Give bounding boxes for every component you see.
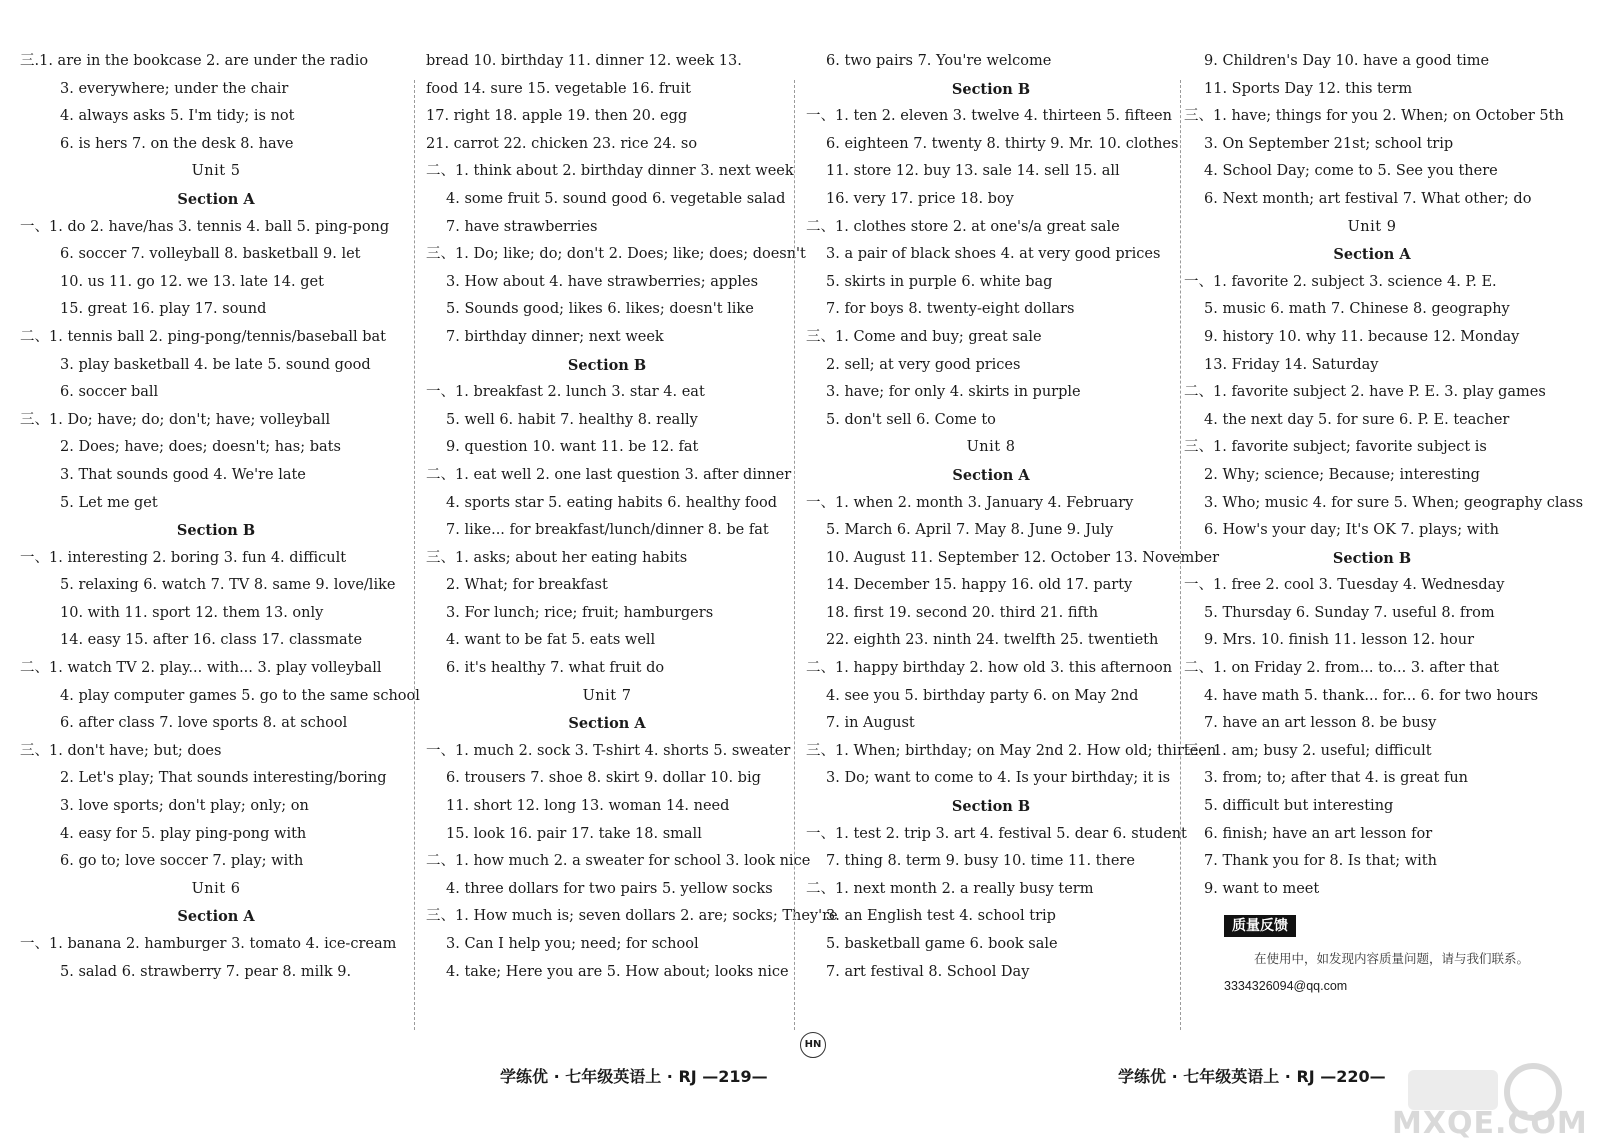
watermark-text: MXQE.COM xyxy=(1392,1106,1588,1141)
answer-line: 6. eighteen 7. twenty 8. thirty 9. Mr. 10. clothes xyxy=(826,135,1179,152)
answer-line: 6. is hers 7. on the desk 8. have xyxy=(60,135,294,152)
answer-line: 5. music 6. math 7. Chinese 8. geography xyxy=(1204,301,1510,318)
answer-line: 22. eighth 23. ninth 24. twelfth 25. twentieth xyxy=(826,632,1159,649)
answer-line: 2. What; for breakfast xyxy=(446,577,608,594)
answer-group-line: 二、1. favorite subject 2. have P. E. 3. play games xyxy=(1184,384,1546,401)
answer-line: 5. difficult but interesting xyxy=(1204,798,1394,815)
answer-group-line: 三、1. have; things for you 2. When; on October 5th xyxy=(1184,108,1564,125)
answer-line: 6. Next month; art festival 7. What other; do xyxy=(1204,190,1532,207)
answer-line: 6. soccer 7. volleyball 8. basketball 9. let xyxy=(60,246,361,263)
answer-group-line: 二、1. tennis ball 2. ping-pong/tennis/baseball bat xyxy=(20,328,386,345)
answer-line: 6. go to; love soccer 7. play; with xyxy=(60,853,304,870)
answer-line: 4. School Day; come to 5. See you there xyxy=(1204,163,1498,180)
answer-line: 15. great 16. play 17. sound xyxy=(60,301,267,318)
answer-line: 10. us 11. go 12. we 13. late 14. get xyxy=(60,273,324,290)
answer-group-line: 一、1. when 2. month 3. January 4. February xyxy=(806,494,1134,511)
answer-group-line: 三、1. Do; like; do; don't 2. Does; like; does; doesn't xyxy=(426,246,806,263)
answer-group-line: 一、1. free 2. cool 3. Tuesday 4. Wednesday xyxy=(1184,577,1505,594)
answer-line: 2. sell; at very good prices xyxy=(826,356,1021,373)
answer-line: 3. an English test 4. school trip xyxy=(826,908,1056,925)
answer-line: 5. skirts in purple 6. white bag xyxy=(826,273,1053,290)
section-heading: Section A xyxy=(952,466,1030,484)
answer-line: 9. Mrs. 10. finish 11. lesson 12. hour xyxy=(1204,632,1475,649)
answer-line: 2. Let's play; That sounds interesting/boring xyxy=(60,770,387,787)
column-3 xyxy=(806,48,1220,1048)
answer-line: 4. three dollars for two pairs 5. yellow socks xyxy=(446,880,773,897)
answer-line: 9. history 10. why 11. because 12. Monday xyxy=(1204,328,1520,345)
answer-line: 4. see you 5. birthday party 6. on May 2nd xyxy=(826,687,1139,704)
answer-line: 11. short 12. long 13. woman 14. need xyxy=(446,798,730,815)
answer-line: 3. Do; want to come to 4. Is your birthday; it is xyxy=(826,770,1171,787)
answer-group-line: 二、1. how much 2. a sweater for school 3. look nice xyxy=(426,853,811,870)
feedback-badge: 质量反馈 xyxy=(1224,915,1296,937)
answer-line: 5. don't sell 6. Come to xyxy=(826,411,996,428)
answer-group-line: 三、1. don't have; but; does xyxy=(20,742,222,759)
feedback-text: 在使用中，如发现内容质量问题，请与我们联系。 xyxy=(1254,951,1530,966)
answer-line: 7. for boys 8. twenty-eight dollars xyxy=(826,301,1075,318)
answer-group-line: 二、1. clothes store 2. at one's/a great sale xyxy=(806,218,1120,235)
answer-line: 5. March 6. April 7. May 8. June 9. July xyxy=(826,522,1114,539)
answer-group-line: 一、1. favorite 2. subject 3. science 4. P. E. xyxy=(1184,273,1497,290)
answer-line: 13. Friday 14. Saturday xyxy=(1204,356,1379,373)
answer-line: 16. very 17. price 18. boy xyxy=(826,190,1014,207)
column-1 xyxy=(20,48,420,1048)
answer-group-line: 三、1. When; birthday; on May 2nd 2. How old; thirteen xyxy=(806,742,1217,759)
column-4 xyxy=(1184,48,1584,1048)
answer-line: 3. That sounds good 4. We're late xyxy=(60,466,306,483)
answer-line: 3. Can I help you; need; for school xyxy=(446,936,699,952)
section-heading: Section B xyxy=(951,80,1031,98)
answer-group-line: 一、1. test 2. trip 3. art 4. festival 5. dear 6. student xyxy=(806,825,1187,842)
answer-line: 7. have strawberries xyxy=(446,218,598,235)
answer-line: 5. salad 6. strawberry 7. pear 8. milk 9. xyxy=(60,963,352,980)
answer-line: 4. the next day 5. for sure 6. P. E. teacher xyxy=(1204,411,1510,428)
answer-line: 11. store 12. buy 13. sale 14. sell 15. all xyxy=(826,163,1120,180)
answer-group-line: 二、1. happy birthday 2. how old 3. this afternoon xyxy=(806,660,1173,677)
answer-line: 21. carrot 22. chicken 23. rice 24. so xyxy=(426,135,698,152)
answer-group-line: 三.1. are in the bookcase 2. are under the radio xyxy=(20,53,369,69)
answer-line: 10. August 11. September 12. October 13. November xyxy=(826,549,1220,566)
answer-group-line: 一、1. do 2. have/has 3. tennis 4. ball 5. ping-pong xyxy=(20,218,390,235)
answer-line: 3. Who; music 4. for sure 5. When; geography class xyxy=(1204,494,1584,511)
answer-line: 4. some fruit 5. sound good 6. vegetable salad xyxy=(446,190,786,207)
answer-line: 7. Thank you for 8. Is that; with xyxy=(1204,853,1437,870)
answer-line: 7. birthday dinner; next week xyxy=(446,328,664,345)
quality-feedback xyxy=(1184,913,1560,1000)
answer-line: 6. it's healthy 7. what fruit do xyxy=(446,660,665,677)
answer-line: 3. have; for only 4. skirts in purple xyxy=(826,384,1081,401)
section-heading: Section B xyxy=(951,798,1031,816)
answer-line: food 14. sure 15. vegetable 16. fruit xyxy=(426,80,691,97)
answer-line: 6. finish; have an art lesson for xyxy=(1204,825,1433,842)
unit-heading: Unit 7 xyxy=(582,687,632,704)
answer-line: 15. look 16. pair 17. take 18. small xyxy=(446,825,702,842)
answer-line: 9. Children's Day 10. have a good time xyxy=(1204,53,1490,69)
answer-line: 4. sports star 5. eating habits 6. healthy food xyxy=(446,494,778,511)
section-heading: Section B xyxy=(176,522,256,540)
answer-line: 9. question 10. want 11. be 12. fat xyxy=(446,439,699,456)
answer-group-line: 一、1. banana 2. hamburger 3. tomato 4. ice-cream xyxy=(20,936,397,952)
answer-group-line: 三、1. am; busy 2. useful; difficult xyxy=(1184,742,1432,759)
answer-line: 6. after class 7. love sports 8. at school xyxy=(60,715,348,732)
answer-line: 5. relaxing 6. watch 7. TV 8. same 9. love/like xyxy=(60,577,396,594)
answer-group-line: 二、1. next month 2. a really busy term xyxy=(806,880,1094,897)
answer-group-line: 二、1. think about 2. birthday dinner 3. next week xyxy=(426,163,794,180)
section-heading: Section A xyxy=(1333,246,1411,264)
answer-line: 3. On September 21st; school trip xyxy=(1204,135,1454,152)
answer-line: 3. play basketball 4. be late 5. sound good xyxy=(60,356,371,373)
answer-line: 3. from; to; after that 4. is great fun xyxy=(1204,770,1469,787)
answer-line: 5. Sounds good; likes 6. likes; doesn't like xyxy=(446,301,754,318)
answer-line: 5. Thursday 6. Sunday 7. useful 8. from xyxy=(1204,604,1495,621)
feedback-email: 3334326094@qq.com xyxy=(1224,978,1348,993)
answer-line: 6. trousers 7. shoe 8. skirt 9. dollar 10. big xyxy=(446,770,761,787)
answer-line: 7. thing 8. term 9. busy 10. time 11. there xyxy=(826,853,1135,870)
answer-line: 2. Why; science; Because; interesting xyxy=(1204,466,1480,483)
column-divider xyxy=(414,80,415,1030)
answer-line: 14. easy 15. after 16. class 17. classmate xyxy=(60,632,363,649)
answer-group-line: 二、1. on Friday 2. from... to... 3. after that xyxy=(1184,660,1499,677)
answer-line: 5. Let me get xyxy=(60,494,158,511)
answer-line: 3. a pair of black shoes 4. at very good prices xyxy=(826,246,1161,263)
answer-line: 10. with 11. sport 12. them 13. only xyxy=(60,604,324,621)
answer-line: 4. play computer games 5. go to the same school xyxy=(60,687,420,704)
column-4-lines xyxy=(1184,48,1584,903)
answer-line: 6. How's your day; It's OK 7. plays; with xyxy=(1204,522,1499,539)
answer-line: 4. want to be fat 5. eats well xyxy=(446,632,656,649)
answer-group-line: 三、1. favorite subject; favorite subject is xyxy=(1184,439,1487,456)
unit-heading: Unit 9 xyxy=(1347,218,1397,235)
answer-group-line: 一、1. breakfast 2. lunch 3. star 4. eat xyxy=(426,384,705,401)
page-footer-left: 学练优 · 七年级英语上 · RJ —219— xyxy=(500,1067,768,1086)
unit-heading: Unit 6 xyxy=(191,880,241,897)
column-divider xyxy=(794,80,795,1030)
answer-group-line: 三、1. asks; about her eating habits xyxy=(426,549,688,566)
answer-line: 11. Sports Day 12. this term xyxy=(1204,80,1413,97)
answer-line: 4. always asks 5. I'm tidy; is not xyxy=(60,108,295,125)
answer-group-line: 二、1. watch TV 2. play... with... 3. play volleyball xyxy=(20,660,382,677)
section-heading: Section A xyxy=(177,908,255,926)
answer-group-line: 一、1. interesting 2. boring 3. fun 4. difficult xyxy=(20,549,347,566)
answer-group-line: 一、1. ten 2. eleven 3. twelve 4. thirteen 5. fifteen xyxy=(806,108,1172,125)
answer-line: 2. Does; have; does; doesn't; has; bats xyxy=(60,439,341,456)
answer-line: 18. first 19. second 20. third 21. fifth xyxy=(826,604,1099,621)
page-footer-right: 学练优 · 七年级英语上 · RJ —220— xyxy=(1118,1067,1386,1086)
answer-line: 3. For lunch; rice; fruit; hamburgers xyxy=(446,604,714,621)
unit-heading: Unit 8 xyxy=(966,439,1016,456)
section-heading: Section A xyxy=(568,715,646,733)
answer-line: 7. have an art lesson 8. be busy xyxy=(1204,715,1437,732)
answer-line: 7. in August xyxy=(826,715,915,732)
publisher-logo: HN xyxy=(800,1032,826,1058)
answer-line: 6. soccer ball xyxy=(60,384,159,401)
column-divider xyxy=(1180,80,1181,1030)
answer-group-line: 三、1. Do; have; do; don't; have; volleyball xyxy=(20,411,331,428)
answer-group-line: 一、1. much 2. sock 3. T-shirt 4. shorts 5. sweater xyxy=(426,742,791,759)
answer-line: 14. December 15. happy 16. old 17. party xyxy=(826,577,1133,594)
unit-heading: Unit 5 xyxy=(191,163,241,180)
answer-line: 7. like... for breakfast/lunch/dinner 8. be fat xyxy=(446,522,769,539)
answer-line: bread 10. birthday 11. dinner 12. week 13. xyxy=(426,53,742,69)
answer-line: 9. want to meet xyxy=(1204,880,1320,897)
answer-group-line: 二、1. eat well 2. one last question 3. after dinner xyxy=(426,466,792,483)
section-heading: Section B xyxy=(567,356,647,374)
answer-line: 5. well 6. habit 7. healthy 8. really xyxy=(446,411,698,428)
section-heading: Section B xyxy=(1332,549,1412,567)
answer-group-line: 三、1. How much is; seven dollars 2. are; socks; They're xyxy=(426,908,838,925)
answer-line: 7. art festival 8. School Day xyxy=(826,963,1030,980)
answer-line: 17. right 18. apple 19. then 20. egg xyxy=(426,108,688,125)
answer-line: 3. How about 4. have strawberries; apples xyxy=(446,273,759,290)
answer-line: 4. easy for 5. play ping-pong with xyxy=(60,825,307,842)
answer-line: 3. love sports; don't play; only; on xyxy=(60,798,309,815)
section-heading: Section A xyxy=(177,190,255,208)
answer-line: 3. everywhere; under the chair xyxy=(60,80,289,97)
answer-line: 4. have math 5. thank... for... 6. for two hours xyxy=(1204,687,1539,704)
answer-line: 6. two pairs 7. You're welcome xyxy=(826,53,1052,69)
answer-line: 5. basketball game 6. book sale xyxy=(826,936,1058,952)
answer-group-line: 三、1. Come and buy; great sale xyxy=(806,328,1042,345)
answer-line: 4. take; Here you are 5. How about; looks nice xyxy=(446,963,789,980)
